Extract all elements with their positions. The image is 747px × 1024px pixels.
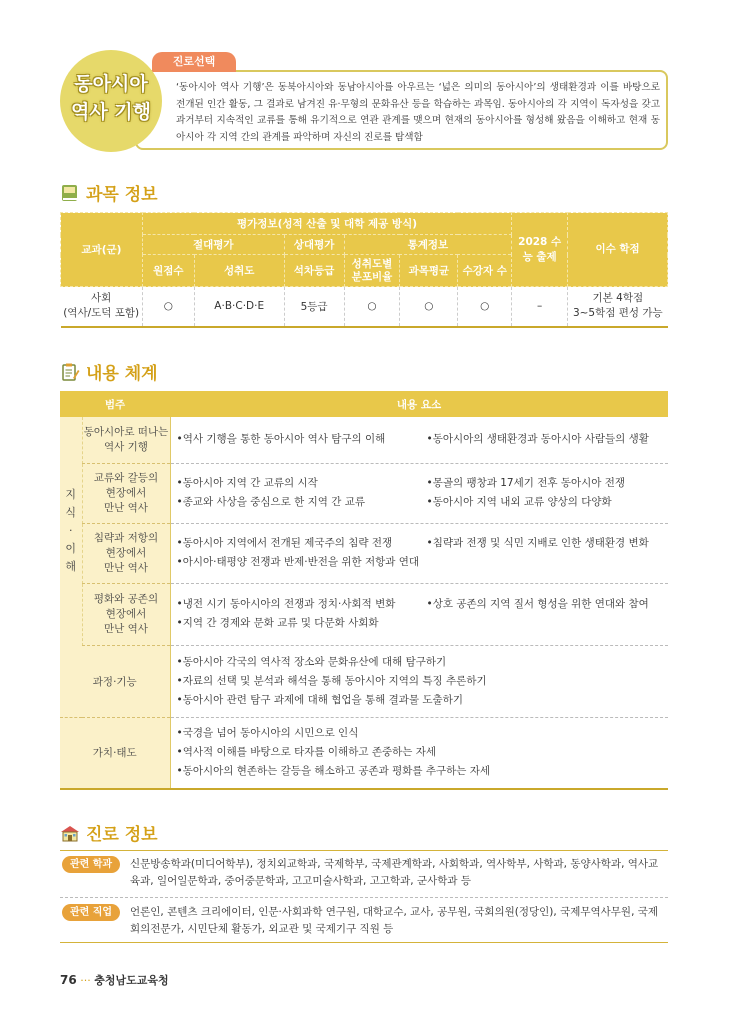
- cell-subject: 사회 (역사/도덕 포함): [61, 287, 143, 327]
- content-item: • 침략과 전쟁 및 식민 지배로 인한 생태환경 변화: [427, 534, 669, 553]
- content-item: • 동아시아의 현존하는 갈등을 해소하고 공존과 평화를 추구하는 자세: [177, 762, 669, 781]
- header-subject: 교과(군): [61, 213, 143, 287]
- content-system-table: [60, 391, 668, 790]
- header-category: 범주: [60, 391, 170, 417]
- header-eval: 평가정보(성적 산출 및 대학 제공 방식): [142, 213, 511, 235]
- knowledge-label: 지 식 · 이 해: [60, 417, 82, 645]
- divider: [60, 850, 668, 851]
- table-row: [60, 583, 668, 645]
- clipboard-icon: [60, 362, 80, 382]
- content-item: • 동아시아 각국의 역사적 장소와 문화유산에 대해 탐구하기: [177, 653, 669, 672]
- jobs-label: 관련 직업: [62, 904, 120, 921]
- header-content: 내용 요소: [170, 391, 668, 417]
- row-content: [170, 463, 668, 523]
- related-majors: [60, 856, 668, 890]
- cell-rank: 5등급: [284, 287, 344, 327]
- content-item: • 아시아·태평양 전쟁과 반제·반전을 위한 저항과 연대: [177, 553, 669, 572]
- book-icon: [60, 183, 80, 203]
- majors-label: 관련 학과: [62, 856, 120, 873]
- content-item: • 동아시아 지역 간 교류의 시작: [177, 474, 427, 493]
- table-row: [60, 523, 668, 583]
- header-credit: 이수 학점: [568, 213, 668, 287]
- row-label: 가치·태도: [60, 717, 170, 789]
- row-label: 동아시아로 떠나는 역사 기행: [82, 417, 170, 463]
- row-content: [170, 417, 668, 463]
- header-raw-score: 원점수: [142, 255, 194, 287]
- table-row: [60, 645, 668, 717]
- content-item: • 종교와 사상을 중심으로 한 지역 간 교류: [177, 493, 427, 512]
- header-2028: 2028 수능 출제: [512, 213, 568, 287]
- cell-ratio: ○: [344, 287, 400, 327]
- header-rank: 석차등급: [284, 255, 344, 287]
- majors-text: 신문방송학과(미디어학부), 정치외교학과, 국제학부, 국제관계학과, 사회학과, 역사학부, 사학과, 동양사학과, 역사교육과, 일어일문학과, 중어중문학과, 고고미술사학과, 고고학과, 군사학과 등: [130, 858, 659, 887]
- content-item: • 동아시아의 생태환경과 동아시아 사람들의 생활: [427, 430, 669, 449]
- cell-grade: A·B·C·D·E: [194, 287, 284, 327]
- table-row: [61, 287, 668, 327]
- row-content: [170, 717, 668, 789]
- row-label: 과정·기능: [60, 645, 170, 717]
- subject-info-table: [60, 212, 668, 328]
- section-subject-info: [60, 180, 158, 205]
- cell-credit: 기본 4학점 3~5학점 편성 가능: [568, 287, 668, 327]
- footer-separator: ···: [80, 974, 91, 987]
- table-row: [60, 463, 668, 523]
- section-career-info: [60, 820, 158, 845]
- section-title: 내용 체계: [86, 364, 158, 384]
- row-label: 교류와 갈등의 현장에서 만난 역사: [82, 463, 170, 523]
- table-row: [60, 417, 668, 463]
- footer-org: 충청남도교육청: [94, 974, 169, 987]
- section-title: 진로 정보: [86, 825, 158, 845]
- content-item: • 역사적 이해를 바탕으로 타자를 이해하고 존중하는 자세: [177, 743, 669, 762]
- header-relative: 상대평가: [284, 235, 344, 255]
- content-item: • 동아시아 지역에서 전개된 제국주의 침략 전쟁: [177, 534, 427, 553]
- header-absolute: 절대평가: [142, 235, 284, 255]
- header-statistics: 통계정보: [344, 235, 512, 255]
- content-item: • 역사 기행을 통한 동아시아 역사 탐구의 이해: [177, 430, 427, 449]
- related-jobs: [60, 904, 668, 938]
- career-choice-tag: 진로선택: [152, 52, 236, 72]
- content-item: • 지역 간 경제와 문화 교류 및 다문화 사회화: [177, 614, 669, 633]
- page-footer: [60, 972, 169, 988]
- row-label: 침략과 저항의 현장에서 만난 역사: [82, 523, 170, 583]
- school-icon: [60, 823, 80, 843]
- subject-title: 동아시아 역사 기행: [70, 73, 152, 123]
- content-item: • 상호 공존의 지역 질서 형성을 위한 연대와 참여: [427, 595, 669, 614]
- header-count: 수강자 수: [458, 255, 512, 287]
- content-item: • 국경을 넘어 동아시아의 시민으로 인식: [177, 724, 669, 743]
- subject-description: ‘동아시아 역사 기행’은 동북아시아와 동남아시아를 아우르는 ‘넓은 의미의 동아시아’의 생태환경과 이를 바탕으로 전개된 인간 활동, 그 결과로 남겨진 유·무형의 문화유산 등을 학습하는 과목임. 동아시아의 각 지역이 독자성을 갖고 과거부터 지속적인 교류를 통해 유기적으로 연관 관계를 맺으며 현재의 동아시아를 형성해 왔음을 이해하고 현재 동아시아 각 지역 간의 관계를 파악하며 자신의 진로를 탐색함: [176, 82, 660, 143]
- cell-average: ○: [400, 287, 458, 327]
- content-item: • 동아시아 지역 내외 교류 양상의 다양화: [427, 493, 669, 512]
- divider: [60, 942, 668, 943]
- header-achievement: 성취도: [194, 255, 284, 287]
- divider: [60, 897, 668, 898]
- cell-count: ○: [458, 287, 512, 327]
- row-content: [170, 645, 668, 717]
- table-row: [60, 717, 668, 789]
- section-title: 과목 정보: [86, 185, 158, 205]
- content-item: • 동아시아 관련 탐구 과제에 대해 협업을 통해 결과물 도출하기: [177, 691, 669, 710]
- page-number: 76: [60, 973, 77, 987]
- cell-raw: ○: [142, 287, 194, 327]
- content-item: • 몽골의 팽창과 17세기 전후 동아시아 전쟁: [427, 474, 669, 493]
- row-content: [170, 523, 668, 583]
- content-item: • 자료의 선택 및 분석과 해석을 통해 동아시아 지역의 특징 추론하기: [177, 672, 669, 691]
- content-item: • 냉전 시기 동아시아의 전쟁과 정치·사회적 변화: [177, 595, 427, 614]
- header-ratio: 성취도별 분포비율: [344, 255, 400, 287]
- jobs-text: 언론인, 콘텐츠 크리에이터, 인문·사회과학 연구원, 대학교수, 교사, 공무원, 국회의원(정당인), 국제무역사무원, 국제회의전문가, 시민단체 활동가, 외교관 및 국제기구 직원 등: [130, 906, 659, 935]
- row-content: [170, 583, 668, 645]
- header-average: 과목평균: [400, 255, 458, 287]
- section-content-system: [60, 359, 158, 384]
- row-label: 평화와 공존의 현장에서 만난 역사: [82, 583, 170, 645]
- cell-2028: –: [512, 287, 568, 327]
